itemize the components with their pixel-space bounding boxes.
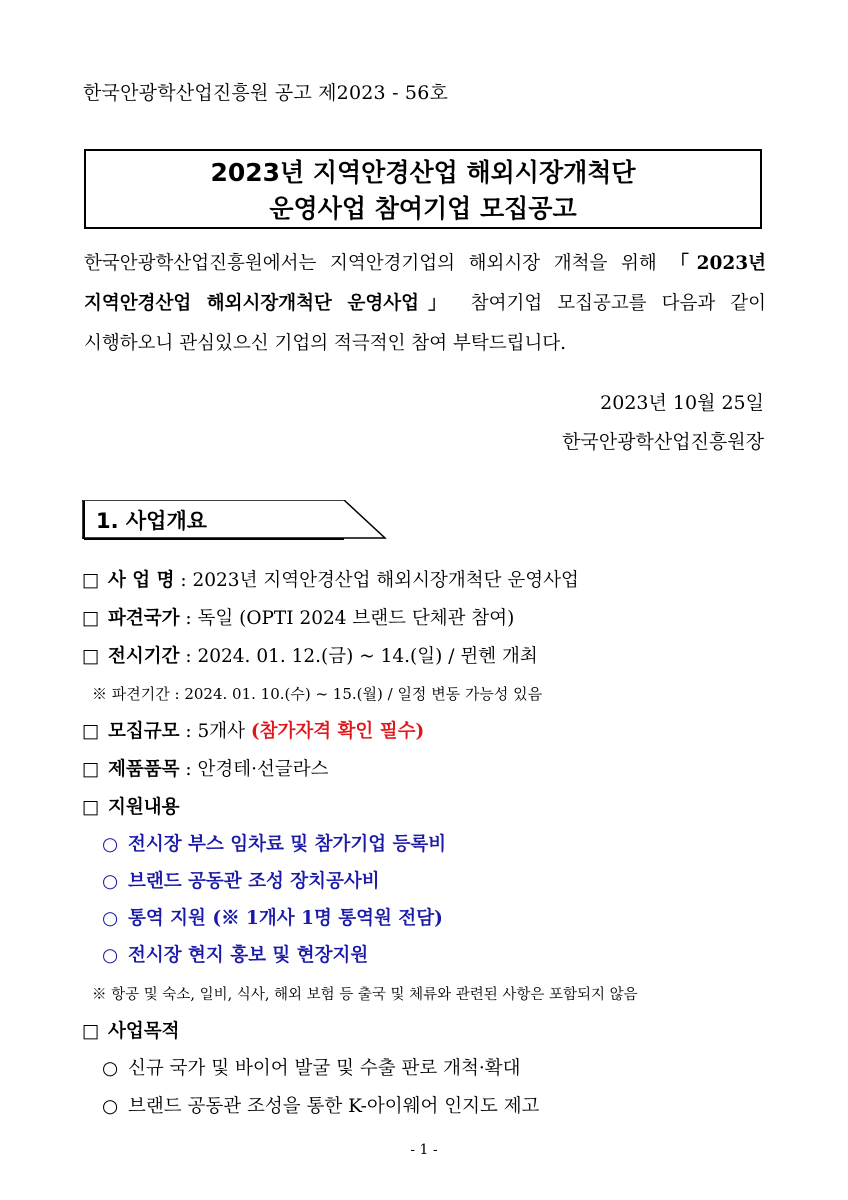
intro-line-3: 시행하오니 관심있으신 기업의 적극적인 참여 부탁드립니다. (84, 333, 567, 354)
support-item (102, 941, 368, 967)
circle-bullet-icon: ○ (102, 1058, 119, 1079)
eligibility-warning: (참가자격 확인 필수) (250, 721, 425, 742)
circle-bullet-icon: ○ (102, 1096, 119, 1117)
support-item (102, 830, 446, 856)
support-exclusion-note: ※ 항공 및 숙소, 일비, 식사, 해외 보험 등 출국 및 체류와 관련된 사항은 포함되지 않음 (92, 987, 638, 1003)
item-label: 지원내용 (108, 797, 180, 818)
checkbox-square-icon: □ (82, 759, 100, 780)
intro-text: 참여기업 모집공고를 다음과 같이 (455, 293, 766, 314)
circle-bullet-icon: ○ (102, 908, 119, 929)
intro-project-name: 「2023년 (670, 253, 766, 274)
title-line-1: 2023년 지역안경산업 해외시장개척단 (210, 158, 636, 187)
item-country (82, 604, 514, 630)
support-item-text: 전시장 부스 임차료 및 참가기업 등록비 (128, 834, 447, 855)
title-line-2: 운영사업 참여기업 모집공고 (269, 194, 577, 223)
item-label: 사 업 명 (108, 570, 175, 591)
item-recruit-scale (82, 717, 424, 743)
purpose-item (102, 1092, 539, 1118)
support-item (102, 904, 443, 930)
checkbox-square-icon: □ (82, 1021, 100, 1042)
item-label: 모집규모 (108, 721, 180, 742)
item-label: 전시기간 (108, 646, 180, 667)
doc-number: 한국안광학산업진흥원 공고 제2023 - 56호 (83, 82, 449, 104)
support-item (102, 867, 380, 893)
item-project-name (82, 566, 579, 592)
circle-bullet-icon: ○ (102, 871, 119, 892)
item-value: : 안경테·선글라스 (179, 759, 329, 780)
dispatch-period-note: ※ 파견기간 : 2024. 01. 10.(수) ~ 15.(월) / 일정 변동 가능성 있음 (92, 685, 543, 703)
page-number: - 1 - (410, 1142, 438, 1158)
circle-bullet-icon: ○ (102, 945, 119, 966)
item-purpose (82, 1017, 179, 1043)
item-value: : 2024. 01. 12.(금) ~ 14.(일) / 뮌헨 개최 (179, 646, 538, 667)
intro-text: 한국안광학산업진흥원에서는 지역안경기업의 해외시장 개척을 위해 (84, 253, 671, 274)
item-exhibition-period (82, 642, 538, 668)
item-label: 파견국가 (108, 608, 180, 629)
purpose-item-text: 브랜드 공동관 조성을 통한 K-아이웨어 인지도 제고 (128, 1096, 540, 1117)
intro-line-1 (84, 244, 766, 284)
intro-paragraph (84, 244, 766, 364)
support-item-text: 브랜드 공동관 조성 장치공사비 (128, 871, 380, 892)
announcement-date: 2023년 10월 25일 (600, 392, 764, 414)
checkbox-square-icon: □ (82, 721, 100, 742)
checkbox-square-icon: □ (82, 608, 100, 629)
section-title: 1. 사업개요 (96, 509, 208, 533)
signer: 한국안광학산업진흥원장 (562, 431, 764, 453)
item-label: 사업목적 (108, 1021, 180, 1042)
item-support (82, 793, 179, 819)
item-products (82, 755, 328, 781)
item-value: : 2023년 지역안경산업 해외시장개척단 운영사업 (174, 570, 579, 591)
checkbox-square-icon: □ (82, 570, 100, 591)
item-label: 제품품목 (108, 759, 180, 780)
purpose-item-text: 신규 국가 및 바이어 발굴 및 수출 판로 개척·확대 (128, 1058, 521, 1079)
section-header (82, 500, 387, 540)
intro-project-name-cont: 지역안경산업 해외시장개척단 운영사업」 (84, 293, 456, 314)
purpose-item (102, 1054, 520, 1080)
support-item-text: 통역 지원 (※ 1개사 1명 통역원 전담) (128, 908, 443, 929)
checkbox-square-icon: □ (82, 646, 100, 667)
title-box (84, 149, 762, 229)
intro-line-2 (84, 284, 766, 324)
item-value: : 독일 (OPTI 2024 브랜드 단체관 참여) (179, 608, 515, 629)
support-item-text: 전시장 현지 홍보 및 현장지원 (128, 945, 369, 966)
item-value: : 5개사 (179, 721, 251, 742)
circle-bullet-icon: ○ (102, 834, 119, 855)
checkbox-square-icon: □ (82, 797, 100, 818)
